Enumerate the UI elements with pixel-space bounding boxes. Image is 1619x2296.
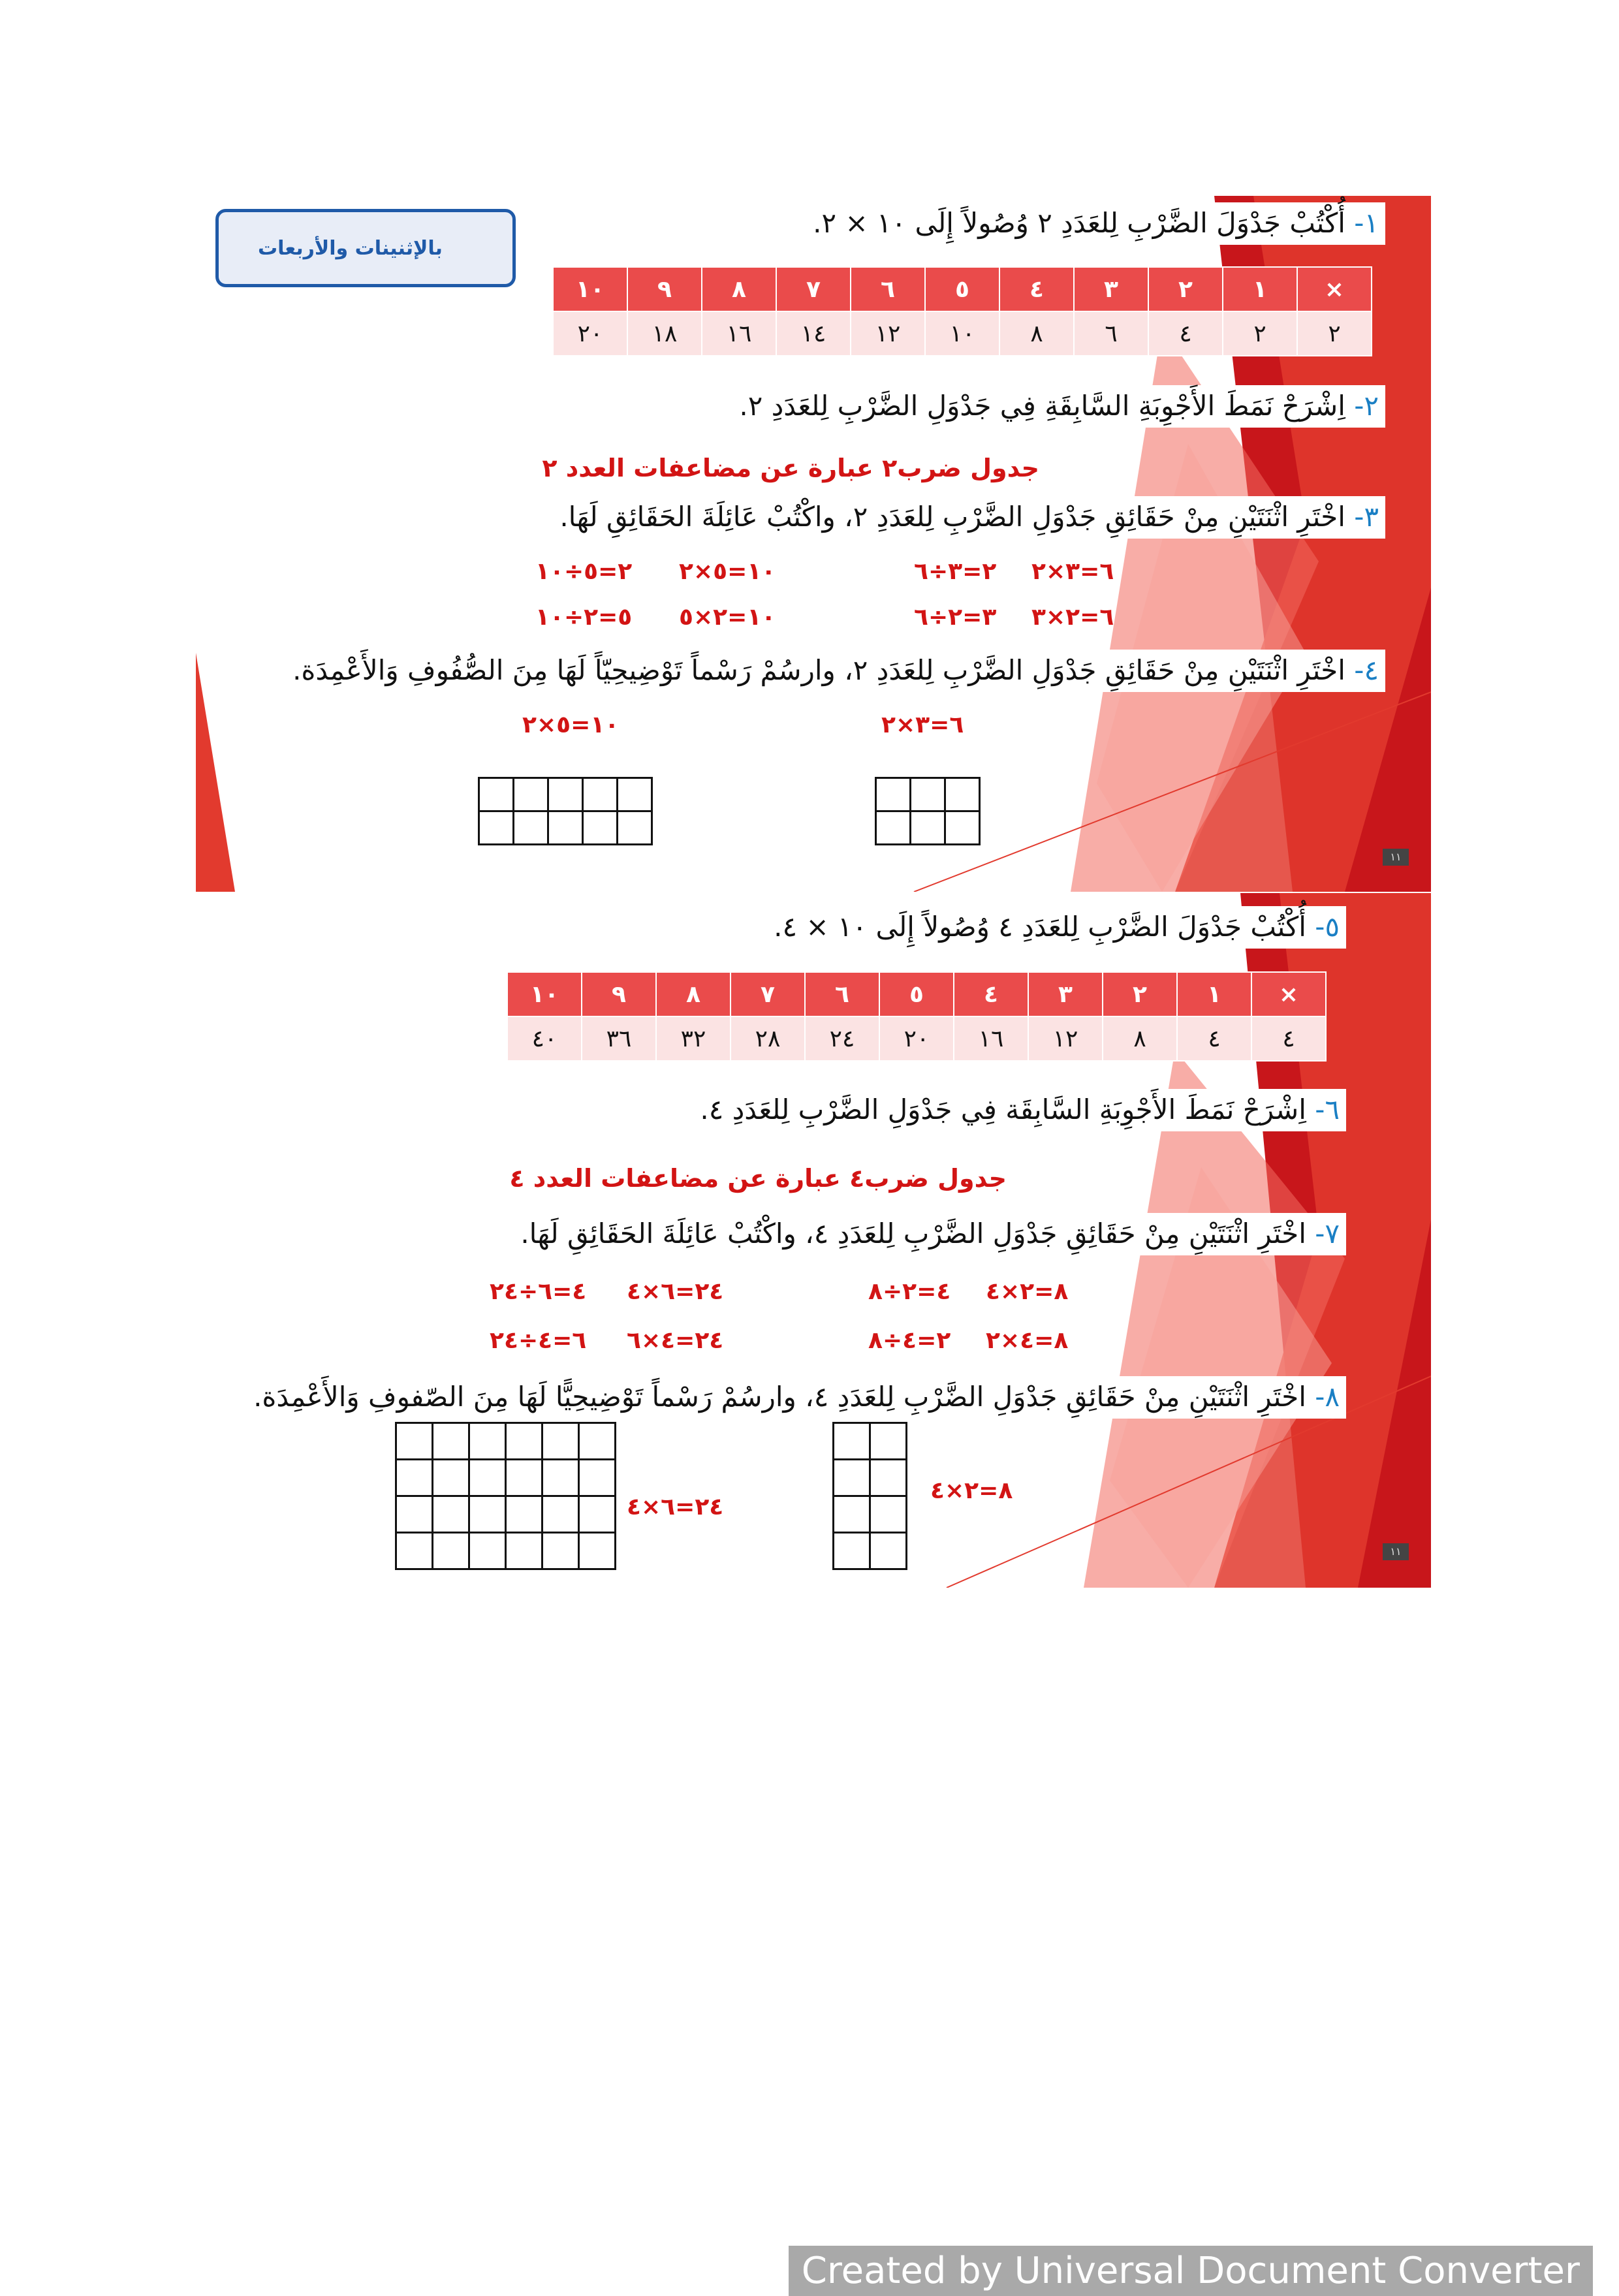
question-7 [514,1213,1346,1255]
table-header-row [553,267,1372,311]
fact: ٥=٢÷١٠ [535,604,633,631]
answer-2: جدول ضرب٢ عبارة عن مضاعفات العدد ٢ [542,454,1039,482]
multiplication-table-2 [552,266,1372,356]
question-6-text: اِشْرَحْ نَمَطَ الأَجْوِبَةِ السَّابِقَة فِي جَدْوَلِ الضَّرْبِ لِلعَدَدِ ٤. [700,1093,1306,1125]
table-value-cell: ٢٠ [553,311,627,356]
fact: ١٠=٥×٢ [522,712,620,738]
question-3-number: ٣- [1354,501,1379,533]
fact: ٦=٣×٢ [881,712,964,738]
table-values-row [507,1016,1326,1061]
question-6 [693,1089,1346,1131]
fact: ٦=٤÷٢٤ [490,1327,587,1354]
fact: ٦=٣×٢ [1031,558,1114,585]
question-5-number: ٥- [1315,911,1340,943]
table-value-cell: ٣٢ [656,1016,731,1061]
section-tag [215,209,516,287]
fact: ٤=٦÷٢٤ [490,1278,587,1305]
fact: ١٠=٥×٢ [679,558,776,585]
fact: ٢٤=٦×٤ [627,1494,724,1520]
array-drawing-2x5 [478,777,653,845]
answer-6: جدول ضرب٤ عبارة عن مضاعفات العدد ٤ [509,1164,1007,1193]
table-values-row [553,311,1372,356]
array-drawing-2x3 [875,777,981,845]
question-6-number: ٦- [1315,1093,1340,1125]
question-5-text: أُكْتُبْ جَدْوَلَ الضَّرْبِ لِلعَدَدِ ٤ وُصُولاً إِلَى ١٠ × ٤. [774,911,1306,943]
section-tag-label: بالإثنينات والأربعات [258,237,443,260]
table-header-cell: ٥ [879,972,954,1016]
table-header-cell: ٩ [627,267,702,311]
fact: ٨=٤×٢ [986,1327,1069,1354]
slide-2 [196,893,1431,1588]
fact: ٦=٢×٣ [1031,604,1114,631]
table-header-cell: ٥ [925,267,999,311]
fact: ٨=٢×٤ [930,1477,1013,1504]
fact: ٢=٥÷١٠ [535,558,633,585]
table-value-cell: ٤ [1177,1016,1251,1061]
table-header-cell: ٦ [805,972,879,1016]
table-value-cell: ١٢ [851,311,925,356]
table-value-cell: ١٤ [776,311,851,356]
question-2 [732,385,1385,428]
fact: ٤=٢÷٨ [868,1278,951,1305]
table-header-cell: ٧ [776,267,851,311]
question-4-text: اخْتَرِ اثْنَتَيْنِ مِنْ حَقَائِقِ جَدْوَلِ الضَّرْبِ لِلعَدَدِ ٢، وارسُمْ رَسْماً تَوْضِيحِيّاً لَهَا مِنَ الصُّفُوفِ وَالأَعْمِدَة. [292,654,1345,686]
table-value-cell: ٤٠ [507,1016,582,1061]
array-drawing-4x6 [395,1422,616,1570]
table-header-cell: ٨ [702,267,776,311]
converter-watermark: Created by Universal Document Converter [789,2246,1593,2296]
multiplication-table-4 [507,971,1327,1062]
table-header-cell: ٩ [582,972,656,1016]
table-value-cell: ٤ [1148,311,1223,356]
table-header-cell: ٢ [1148,267,1223,311]
question-8-text: اخْتَرِ اثْنَتَيْنِ مِنْ حَقَائِقِ جَدْوَلِ الضَّرْبِ لِلعَدَدِ ٤، وارسُمْ رَسْماً تَوْضِيحِيًّا لَهَا مِنَ الصّفوفِ وَالأَعْمِدَة. [253,1381,1306,1413]
question-1 [806,202,1385,245]
question-2-text: اِشْرَحْ نَمَطَ الأَجْوِبَةِ السَّابِقَةِ فِي جَدْوَلِ الضَّرْبِ لِلعَدَدِ ٢. [739,390,1345,422]
table-value-cell: ٢ [1223,311,1297,356]
slide-1 [196,196,1431,892]
table-header-cell: ١ [1177,972,1251,1016]
table-header-cell: × [1251,972,1326,1016]
question-8 [247,1376,1346,1419]
table-value-cell: ٣٦ [582,1016,656,1061]
question-4-number: ٤- [1354,654,1379,686]
table-header-cell: ٨ [656,972,731,1016]
fact: ٣=٢÷٦ [914,604,997,631]
question-7-number: ٧- [1315,1218,1340,1250]
table-value-cell: ١٦ [954,1016,1028,1061]
table-header-cell: ٣ [1074,267,1148,311]
table-header-cell: ٧ [731,972,805,1016]
question-2-number: ٢- [1354,390,1379,422]
table-value-cell: ٢٨ [731,1016,805,1061]
slide-number: ١١ [1383,849,1409,866]
table-header-row [507,972,1326,1016]
table-value-cell: ٢٤ [805,1016,879,1061]
array-drawing-4x2 [832,1422,907,1570]
table-header-cell: ٤ [999,267,1074,311]
table-value-cell: ١٠ [925,311,999,356]
slide-number: ١١ [1383,1543,1409,1560]
question-8-number: ٨- [1315,1381,1340,1413]
table-value-cell: ٦ [1074,311,1148,356]
table-header-cell: ١ [1223,267,1297,311]
table-value-cell: ٨ [1103,1016,1177,1061]
table-header-cell: × [1297,267,1372,311]
fact: ٢=٤÷٨ [868,1327,951,1354]
table-value-cell: ١٢ [1028,1016,1103,1061]
fact: ٢٤=٤×٦ [627,1327,724,1354]
question-3 [553,496,1385,539]
question-7-text: اخْتَرِ اثْنَتَيْنِ مِنْ حَقَائِقِ جَدْوَلِ الضَّرْبِ لِلعَدَدِ ٤، واكْتُبْ عَائِلَةَ الحَقَائِقِ لَهَا. [520,1218,1306,1250]
question-1-number: ١- [1354,207,1379,239]
table-header-cell: ١٠ [507,972,582,1016]
table-header-cell: ٢ [1103,972,1177,1016]
table-header-cell: ٣ [1028,972,1103,1016]
table-value-cell: ٢ [1297,311,1372,356]
question-5 [767,906,1346,949]
question-3-text: اخْتَرِ اثْنَتَيْنِ مِنْ حَقَائِقِ جَدْوَلِ الضَّرْبِ لِلعَدَدِ ٢، واكْتُبْ عَائِلَةَ الحَقَائِقِ لَهَا. [559,501,1345,533]
table-value-cell: ٢٠ [879,1016,954,1061]
table-header-cell: ٤ [954,972,1028,1016]
question-1-text: أُكْتُبْ جَدْوَلَ الضَّرْبِ لِلعَدَدِ ٢ وُصُولاً إِلَى ١٠ × ٢. [813,207,1345,239]
table-header-cell: ٦ [851,267,925,311]
table-value-cell: ٨ [999,311,1074,356]
fact: ٢=٣÷٦ [914,558,997,585]
fact: ٢٤=٦×٤ [627,1278,724,1305]
table-header-cell: ١٠ [553,267,627,311]
table-value-cell: ١٦ [702,311,776,356]
table-value-cell: ١٨ [627,311,702,356]
fact: ٨=٢×٤ [986,1278,1069,1305]
question-4 [286,650,1385,692]
table-value-cell: ٤ [1251,1016,1326,1061]
fact: ١٠=٢×٥ [679,604,776,631]
